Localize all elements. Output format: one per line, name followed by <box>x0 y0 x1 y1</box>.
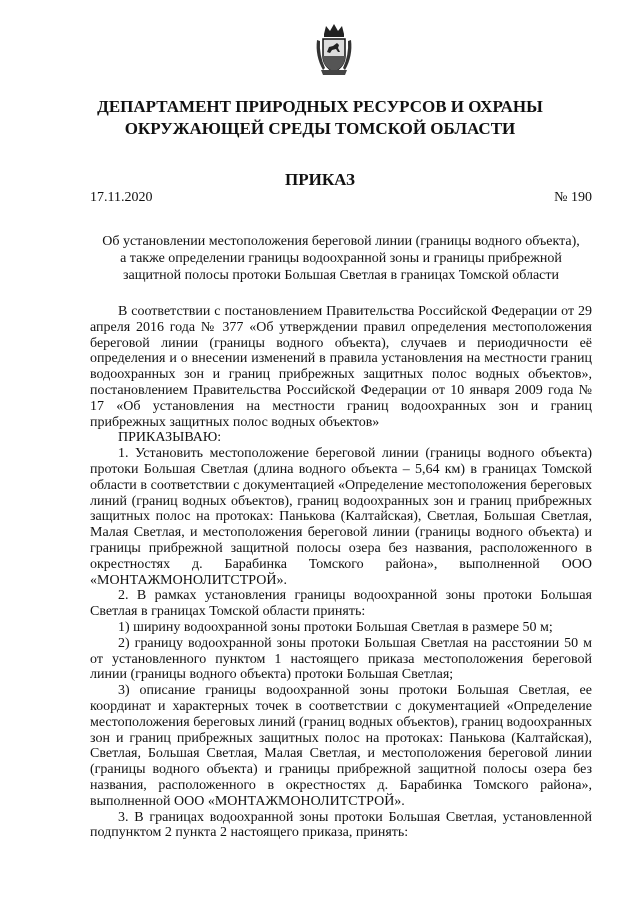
subject-line-2: а также определении границы водоохранной зоны и границы прибрежной <box>120 251 562 266</box>
item-3-paragraph: 3. В границах водоохранной зоны протоки Большая Светлая, установленной подпунктом 2 пункта 2 настоящего приказа, принять: <box>90 809 592 841</box>
item-2-3-paragraph: 3) описание границы водоохранной зоны протоки Большая Светлая, ее координат и характерных точек в соответствии с документацией «Определение местоположения береговых линий (границ водных объектов), границ водоохранных зон и границ прибрежных защитных полос на протоках: Панькова (Калтайская), Светлая, Большая Светлая, Малая Светлая, и местоположения береговой линии (границы водного объекта) и границы прибрежной защитной полосы озера без названия, расположенного в окрестностях д. Барабинка Томского района», выполненной ООО «МОНТАЖМОНОЛИТСТРОЙ». <box>90 683 592 809</box>
item-2-2-paragraph: 2) границу водоохранной зоны протоки Большая Светлая на расстоянии 50 м от установленного пунктом 1 настоящего приказа местоположения береговой линии (границы водного объекта) протоки Большая Светлая; <box>90 635 592 683</box>
order-number: № 190 <box>554 190 592 205</box>
subject-line-1: Об установлении местоположения береговой линии (границы водного объекта), <box>102 234 580 249</box>
order-title: ПРИКАЗ <box>285 170 355 189</box>
item-1-paragraph: 1. Установить местоположение береговой линии (границы водного объекта) протоки Большая Светлая (длина водного объекта – 5,64 км) в границах Томской области в соответствии с документацией «Определение местоположения береговых линий (границ водных объектов), границ водоохранных зон и границ прибрежных защитных полос на протоках: Панькова (Калтайская), Светлая, Большая Светлая, Малая Светлая, и местоположения береговой линии (границы водного объекта) и границы прибрежной защитной полосы озера без названия, расположенного в окрестностях д. Барабинка Томского района», выполненной ООО «МОНТАЖМОНОЛИТСТРОЙ». <box>90 446 592 588</box>
department-line-2: ОКРУЖАЮЩЕЙ СРЕДЫ ТОМСКОЙ ОБЛАСТИ <box>124 119 516 138</box>
order-body <box>90 304 592 841</box>
coat-of-arms-emblem <box>314 22 354 78</box>
order-word: ПРИКАЗЫВАЮ: <box>118 430 222 446</box>
item-2-1-paragraph: 1) ширину водоохранной зоны протоки Большая Светлая в размере 50 м; <box>118 619 553 635</box>
order-date: 17.11.2020 <box>90 190 153 205</box>
subject-line-3: защитной полосы протоки Большая Светлая в границах Томской области <box>122 268 559 283</box>
department-line-1: ДЕПАРТАМЕНТ ПРИРОДНЫХ РЕСУРСОВ И ОХРАНЫ <box>97 97 543 116</box>
preamble-paragraph: В соответствии с постановлением Правительства Российской Федерации от 29 апреля 2016 года № 377 «Об утверждении правил определения местоположения береговой линии (границы водного объекта), случаев и периодичности её определения и о внесении изменений в правила установления на местности границ водоохранных зон и границ прибрежных защитных полос водных объектов», постановлением Правительства Российской Федерации от 10 января 2009 года № 17 «Об установления на местности границ водоохранных зон и границ прибрежных защитных полос водных объектов» <box>90 304 592 430</box>
department-name <box>60 96 580 140</box>
order-subject <box>90 233 592 284</box>
item-2-paragraph: 2. В рамках установления границы водоохранной зоны протоки Большая Светлая в границах Томской области принять: <box>90 588 592 620</box>
